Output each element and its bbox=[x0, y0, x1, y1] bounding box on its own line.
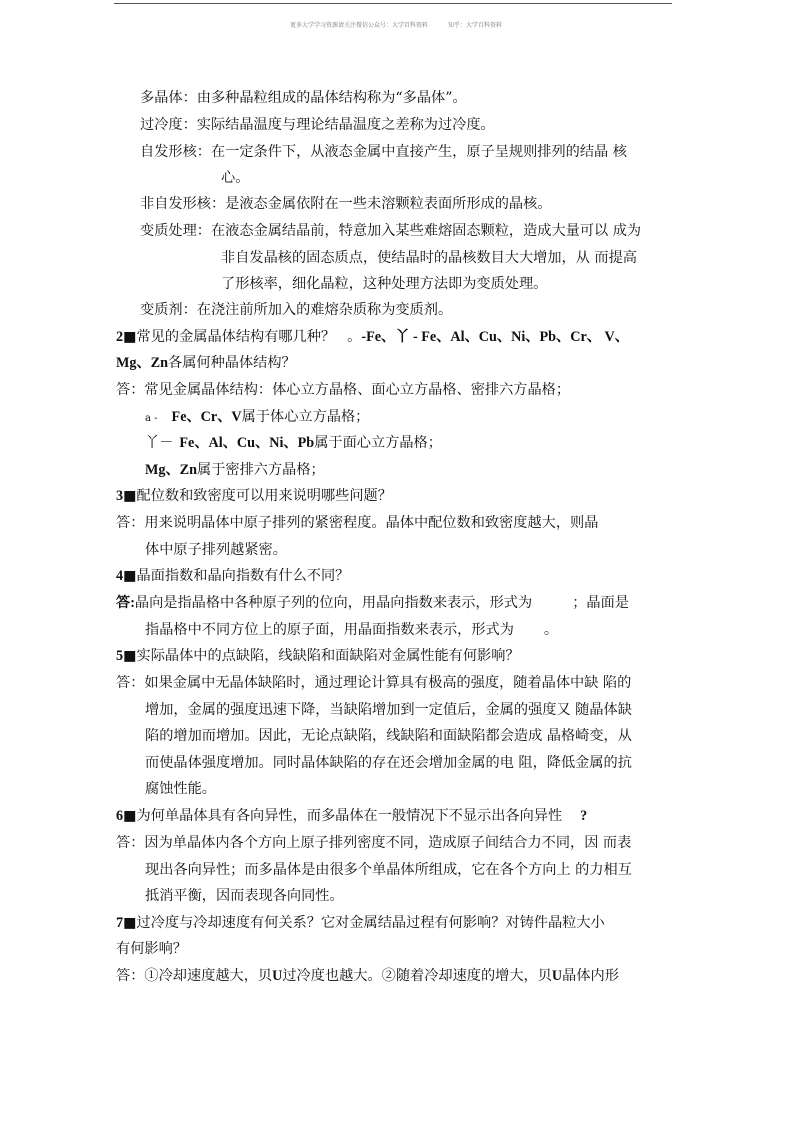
answer-7-u2: U bbox=[551, 968, 563, 984]
answer-6-line2: 现出各向异性；而多晶体是由很多个单晶体所组成，它在各个方向上 的力相互 bbox=[145, 862, 632, 878]
question-7-text: 过冷度与冷却速度有何关系？它对金属结晶过程有何影响？对铸件晶粒大小 bbox=[136, 915, 605, 931]
question-4-text: 晶面指数和晶向指数有什么不同？ bbox=[136, 568, 350, 584]
definition-modification: 变质处理：在液态金属结晶前，特意加入某些难熔固态颗粒，造成大量可以 成为 bbox=[140, 223, 642, 239]
answer-5-line5: 腐蚀性能。 bbox=[145, 781, 216, 797]
answer-4-dot: 。 bbox=[543, 622, 559, 638]
header-rule bbox=[114, 3, 672, 4]
answer-2-hcp-metals: Mg、Zn bbox=[145, 462, 198, 478]
question-2 bbox=[116, 327, 629, 347]
answer-4-text2: ；晶面是 bbox=[572, 595, 629, 611]
question-6 bbox=[116, 806, 587, 826]
question-3-text: 配位数和致密度可以用来说明哪些问题？ bbox=[136, 488, 392, 504]
definition-modification-cont2: 了形核率，细化晶粒，这种处理方法即为变质处理。 bbox=[221, 276, 548, 292]
answer-2-hcp-text: 属于密排六方晶格； bbox=[197, 462, 325, 478]
answer-4-text3: 指晶格中不同方位上的原子面，用晶面指数来表示，形式为 bbox=[145, 622, 514, 638]
definition-self-nucleation-cont: 心。 bbox=[221, 170, 250, 186]
question-7-cont: 有何影响？ bbox=[116, 941, 187, 957]
header-note-left: 更多大学学习资源请关注微信公众号：大学百科资料 bbox=[289, 22, 428, 29]
question-5-text: 实际晶体中的点缺陷，线缺陷和面缺陷对金属性能有何影响？ bbox=[136, 648, 520, 664]
question-2-mgzn: Mg、Zn bbox=[116, 355, 169, 371]
question-6-number: 6 bbox=[116, 808, 124, 824]
answer-7-text2: 过冷度也越大。②随着冷却速度的增大，贝 bbox=[282, 968, 552, 984]
answer-4-prefix: 答: bbox=[116, 595, 135, 611]
question-4 bbox=[116, 566, 349, 586]
answer-3-line1: 答：用来说明晶体中原子排列的紧密程度。晶体中配位数和致密度越大，则晶 bbox=[116, 515, 599, 531]
header-note bbox=[0, 20, 792, 29]
definition-polycrystal: 多晶体：由多种晶粒组成的晶体结构称为“多晶体”。 bbox=[140, 90, 467, 106]
square-bullet-icon: ■ bbox=[123, 568, 137, 584]
square-bullet-icon: ■ bbox=[123, 648, 137, 664]
question-2-text: 常见的金属晶体结构有哪几种？ bbox=[136, 329, 336, 345]
definition-modification-cont1: 非自发晶核的固态质点，使结晶时的晶核数目大大增加，从 而提高 bbox=[221, 250, 637, 266]
square-bullet-icon: ■ bbox=[123, 329, 137, 345]
question-4-number: 4 bbox=[116, 568, 124, 584]
question-2-tail: 各属何种晶体结构？ bbox=[168, 355, 296, 371]
square-bullet-icon: ■ bbox=[123, 808, 137, 824]
answer-2-alpha: a - bbox=[145, 413, 158, 424]
question-6-text: 为何单晶体具有各向异性，而多晶体在一般情况下不显示出各向异性 bbox=[136, 808, 563, 824]
answer-5-line1: 答：如果金属中无晶体缺陷时，通过理论计算具有极高的强度，随着晶体中缺 陷的 bbox=[116, 675, 632, 691]
square-bullet-icon: ■ bbox=[123, 915, 137, 931]
answer-2-bcc-metals: Fe、Cr、V bbox=[171, 409, 242, 425]
question-6-mark: ? bbox=[580, 808, 588, 824]
answer-4-text1: 晶向是指晶格中各种原子列的位向，用晶向指数来表示，形式为 bbox=[134, 595, 533, 611]
answer-7-text1: 答：①冷却速度越大，贝 bbox=[116, 968, 273, 984]
answer-2-line1: 答：常见金属晶体结构：体心立方晶格、面心立方晶格、密排六方晶格； bbox=[116, 382, 571, 398]
answer-5-line2: 增加，金属的强度迅速下降，当缺陷增加到一定值后，金属的强度又 随晶体缺 bbox=[145, 702, 632, 718]
question-7 bbox=[116, 913, 605, 933]
answer-3-line2: 体中原子排列越紧密。 bbox=[145, 542, 287, 558]
definition-modifier: 变质剂：在浇注前所加入的难熔杂质称为变质剂。 bbox=[140, 302, 453, 318]
question-2-dot: 。 bbox=[347, 329, 362, 345]
answer-2-gamma: 丫－ bbox=[145, 435, 174, 451]
definition-self-nucleation: 自发形核：在一定条件下，从液态金属中直接产生，原子呈规则排列的结晶 核 bbox=[140, 144, 627, 160]
answer-2-line3 bbox=[145, 433, 442, 453]
question-5-number: 5 bbox=[116, 648, 124, 664]
question-2-number: 2 bbox=[116, 329, 124, 345]
question-2-cont bbox=[116, 353, 296, 373]
header-note-right: 知乎：大学百科资料 bbox=[448, 22, 503, 29]
square-bullet-icon: ■ bbox=[123, 488, 137, 504]
question-3-number: 3 bbox=[116, 488, 124, 504]
answer-7-u1: U bbox=[272, 968, 283, 984]
answer-7-text3: 晶体内形 bbox=[562, 968, 619, 984]
definition-undercooling: 过冷度：实际结晶温度与理论结晶温度之差称为过冷度。 bbox=[140, 117, 495, 133]
answer-2-fcc-text: 属于面心立方晶格； bbox=[314, 435, 442, 451]
answer-2-bcc-text: 属于体心立方晶格； bbox=[241, 409, 370, 425]
answer-5-line3: 陷的增加而增加。因此，无论点缺陷，线缺陷和面缺陷都会造成 晶格崎变，从 bbox=[145, 728, 632, 744]
question-2-metals: 、丫 - Fe、Al、Cu、Ni、Pb、Cr、 V、 bbox=[381, 329, 629, 345]
question-2-fe: -Fe bbox=[361, 329, 382, 345]
answer-6-line1: 答：因为单晶体内各个方向上原子排列密度不同，造成原子间结合力不同，因 而表 bbox=[116, 835, 632, 851]
answer-7-line1 bbox=[116, 966, 619, 986]
answer-6-line3: 抵消平衡，因而表现各向同性。 bbox=[145, 888, 344, 904]
answer-2-fcc-metals: Fe、Al、Cu、Ni、Pb bbox=[179, 435, 315, 451]
question-5 bbox=[116, 646, 520, 666]
question-7-number: 7 bbox=[116, 915, 124, 931]
answer-4-line2 bbox=[145, 620, 558, 640]
definition-heterogeneous-nucleation: 非自发形核：是液态金属依附在一些未溶颗粒表面所形成的晶核。 bbox=[140, 196, 552, 212]
answer-2-line2 bbox=[145, 407, 369, 429]
answer-5-line4: 而使晶体强度增加。同时晶体缺陷的存在还会增加金属的电 阻，降低金属的抗 bbox=[145, 755, 632, 771]
question-3 bbox=[116, 486, 392, 506]
answer-2-line4 bbox=[145, 460, 325, 480]
answer-4-line1 bbox=[116, 593, 629, 613]
